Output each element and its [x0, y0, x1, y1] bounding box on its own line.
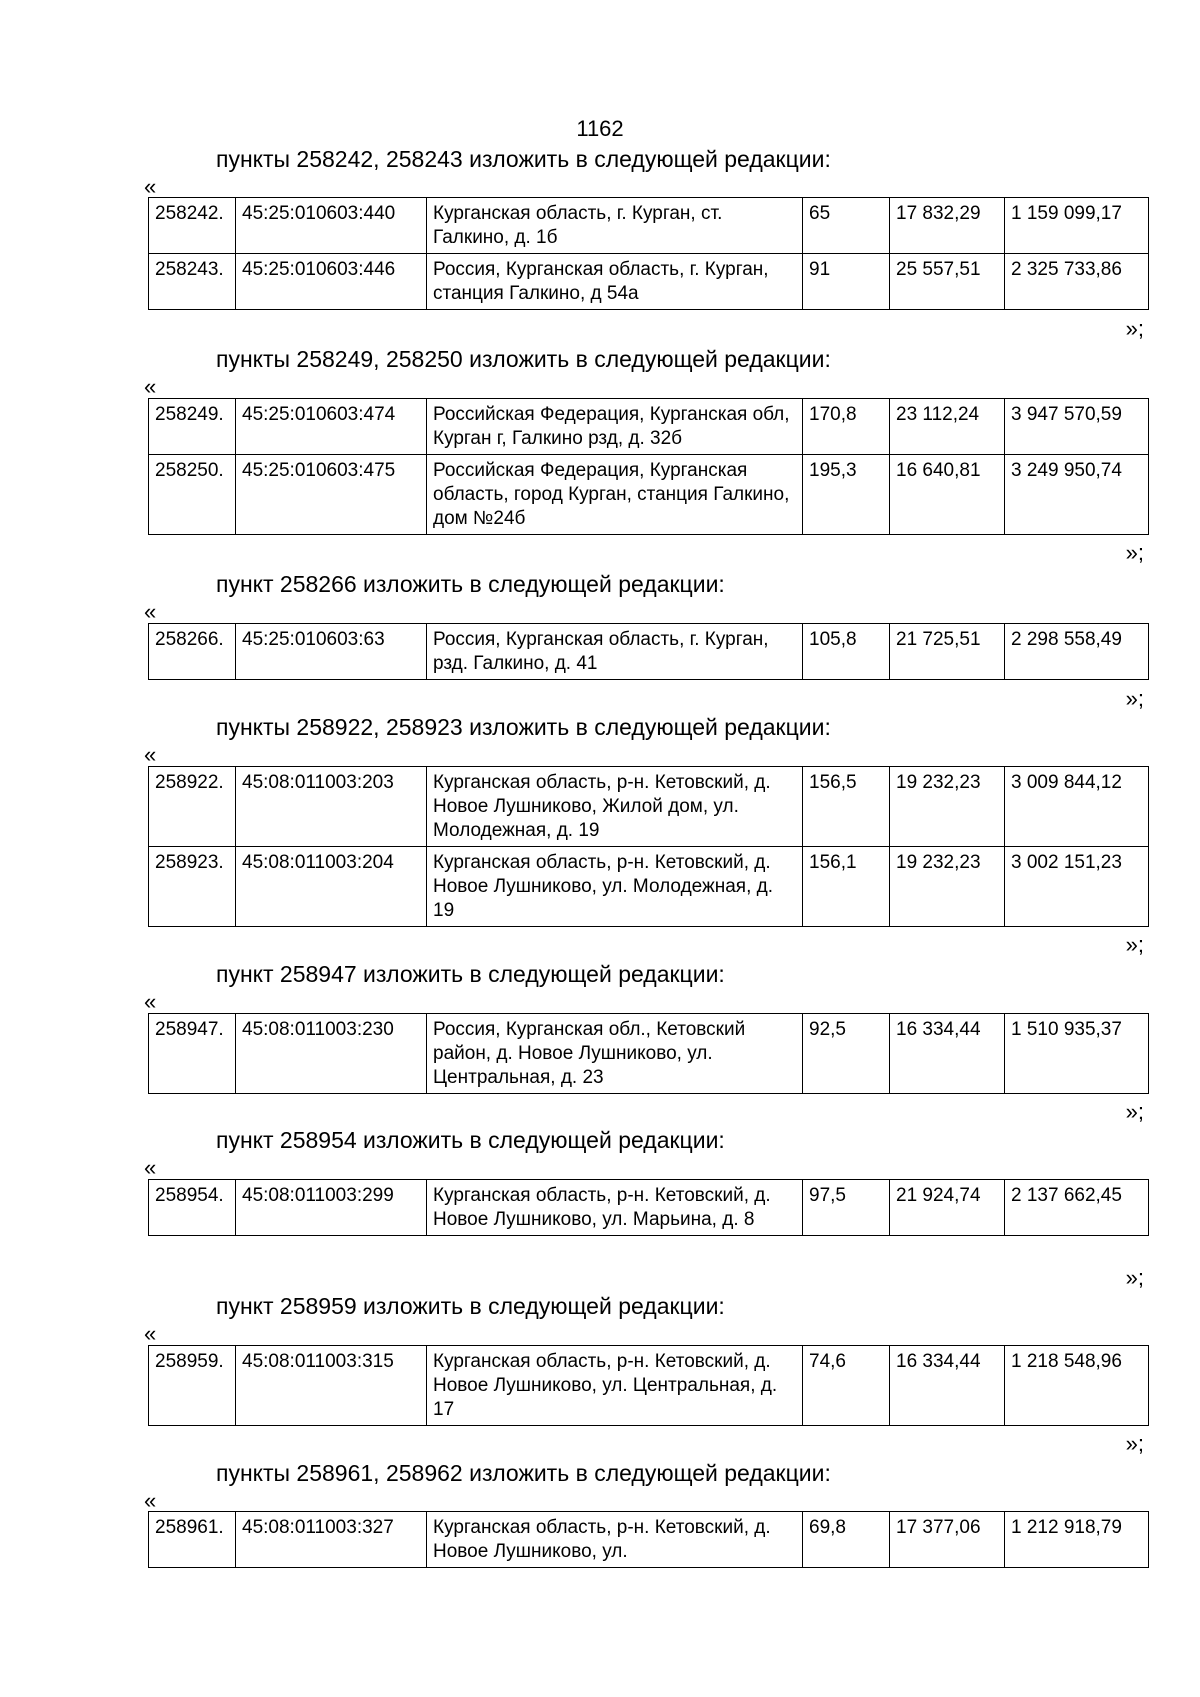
item-number: 258249.: [149, 399, 236, 455]
address: Россия, Курганская область, г. Курган, станция Галкино, д 54а: [427, 254, 803, 310]
area: 65: [803, 198, 890, 254]
address: Российская Федерация, Курганская область, город Курган, станция Галкино, дом №24б: [427, 455, 803, 535]
area: 195,3: [803, 455, 890, 535]
total-value: 1 218 548,96: [1005, 1346, 1149, 1426]
unit-price: 17 832,29: [890, 198, 1005, 254]
cadastral-number: 45:25:010603:63: [236, 624, 427, 680]
cadastral-number: 45:08:011003:327: [236, 1512, 427, 1568]
cadastral-number: 45:08:011003:230: [236, 1014, 427, 1094]
cadastral-number: 45:08:011003:203: [236, 767, 427, 847]
area: 91: [803, 254, 890, 310]
open-quote: «: [144, 1321, 157, 1346]
open-quote: «: [144, 989, 157, 1014]
total-value: 3 009 844,12: [1005, 767, 1149, 847]
table-row: [149, 847, 1149, 927]
area: 69,8: [803, 1512, 890, 1568]
amendment-table: [148, 197, 1149, 310]
section-heading: пункты 258249, 258250 изложить в следующей редакции:: [216, 346, 831, 372]
close-quote: »;: [1125, 540, 1144, 565]
item-number: 258922.: [149, 767, 236, 847]
total-value: 3 947 570,59: [1005, 399, 1149, 455]
address: Курганская область, р-н. Кетовский, д. Новое Лушниково, Жилой дом, ул. Молодежная, д. 19: [427, 767, 803, 847]
address: Курганская область, р-н. Кетовский, д. Новое Лушниково, ул. Центральная, д. 17: [427, 1346, 803, 1426]
amendment-table: [148, 766, 1149, 927]
table-row: [149, 198, 1149, 254]
amendment-table: [148, 1511, 1149, 1568]
section-heading: пункты 258242, 258243 изложить в следующей редакции:: [216, 146, 831, 172]
table-row: [149, 399, 1149, 455]
total-value: 2 298 558,49: [1005, 624, 1149, 680]
page-number: 1162: [576, 116, 624, 141]
amendment-table: [148, 623, 1149, 680]
unit-price: 21 725,51: [890, 624, 1005, 680]
open-quote: «: [144, 174, 157, 199]
area: 156,5: [803, 767, 890, 847]
total-value: 1 159 099,17: [1005, 198, 1149, 254]
total-value: 1 510 935,37: [1005, 1014, 1149, 1094]
close-quote: »;: [1125, 686, 1144, 711]
area: 97,5: [803, 1180, 890, 1236]
unit-price: 19 232,23: [890, 847, 1005, 927]
address: Российская Федерация, Курганская обл, Курган г, Галкино рзд, д. 32б: [427, 399, 803, 455]
unit-price: 23 112,24: [890, 399, 1005, 455]
section-heading: пункт 258947 изложить в следующей редакции:: [216, 961, 725, 987]
area: 74,6: [803, 1346, 890, 1426]
close-quote: »;: [1125, 1265, 1144, 1290]
open-quote: «: [144, 742, 157, 767]
item-number: 258242.: [149, 198, 236, 254]
cadastral-number: 45:08:011003:299: [236, 1180, 427, 1236]
address: Курганская область, р-н. Кетовский, д. Новое Лушниково, ул.: [427, 1512, 803, 1568]
table-row: [149, 1512, 1149, 1568]
open-quote: «: [144, 1488, 157, 1513]
unit-price: 21 924,74: [890, 1180, 1005, 1236]
unit-price: 25 557,51: [890, 254, 1005, 310]
table-row: [149, 254, 1149, 310]
area: 92,5: [803, 1014, 890, 1094]
total-value: 2 137 662,45: [1005, 1180, 1149, 1236]
address: Россия, Курганская обл., Кетовский район, д. Новое Лушниково, ул. Центральная, д. 23: [427, 1014, 803, 1094]
section-heading: пункт 258959 изложить в следующей редакции:: [216, 1293, 725, 1319]
item-number: 258250.: [149, 455, 236, 535]
item-number: 258266.: [149, 624, 236, 680]
open-quote: «: [144, 599, 157, 624]
item-number: 258954.: [149, 1180, 236, 1236]
cadastral-number: 45:08:011003:204: [236, 847, 427, 927]
amendment-table: [148, 398, 1149, 535]
item-number: 258961.: [149, 1512, 236, 1568]
address: Россия, Курганская область, г. Курган, рзд. Галкино, д. 41: [427, 624, 803, 680]
table-row: [149, 1346, 1149, 1426]
amendment-table: [148, 1345, 1149, 1426]
table-row: [149, 1180, 1149, 1236]
area: 105,8: [803, 624, 890, 680]
unit-price: 16 334,44: [890, 1346, 1005, 1426]
cadastral-number: 45:25:010603:475: [236, 455, 427, 535]
table-row: [149, 767, 1149, 847]
unit-price: 19 232,23: [890, 767, 1005, 847]
cadastral-number: 45:25:010603:446: [236, 254, 427, 310]
area: 170,8: [803, 399, 890, 455]
table-row: [149, 1014, 1149, 1094]
item-number: 258947.: [149, 1014, 236, 1094]
amendment-table: [148, 1179, 1149, 1236]
close-quote: »;: [1125, 1099, 1144, 1124]
item-number: 258959.: [149, 1346, 236, 1426]
close-quote: »;: [1125, 1431, 1144, 1456]
open-quote: «: [144, 1155, 157, 1180]
table-row: [149, 624, 1149, 680]
section-heading: пункт 258266 изложить в следующей редакции:: [216, 571, 725, 597]
item-number: 258923.: [149, 847, 236, 927]
section-heading: пункты 258961, 258962 изложить в следующей редакции:: [216, 1460, 831, 1486]
cadastral-number: 45:25:010603:440: [236, 198, 427, 254]
area: 156,1: [803, 847, 890, 927]
close-quote: »;: [1125, 316, 1144, 341]
unit-price: 16 334,44: [890, 1014, 1005, 1094]
total-value: 1 212 918,79: [1005, 1512, 1149, 1568]
total-value: 3 249 950,74: [1005, 455, 1149, 535]
open-quote: «: [144, 374, 157, 399]
table-row: [149, 455, 1149, 535]
item-number: 258243.: [149, 254, 236, 310]
section-heading: пункты 258922, 258923 изложить в следующей редакции:: [216, 714, 831, 740]
close-quote: »;: [1125, 932, 1144, 957]
address: Курганская область, р-н. Кетовский, д. Новое Лушниково, ул. Молодежная, д. 19: [427, 847, 803, 927]
section-heading: пункт 258954 изложить в следующей редакции:: [216, 1127, 725, 1153]
address: Курганская область, г. Курган, ст. Галкино, д. 1б: [427, 198, 803, 254]
amendment-table: [148, 1013, 1149, 1094]
unit-price: 17 377,06: [890, 1512, 1005, 1568]
address: Курганская область, р-н. Кетовский, д. Новое Лушниково, ул. Марьина, д. 8: [427, 1180, 803, 1236]
total-value: 2 325 733,86: [1005, 254, 1149, 310]
unit-price: 16 640,81: [890, 455, 1005, 535]
cadastral-number: 45:08:011003:315: [236, 1346, 427, 1426]
total-value: 3 002 151,23: [1005, 847, 1149, 927]
cadastral-number: 45:25:010603:474: [236, 399, 427, 455]
